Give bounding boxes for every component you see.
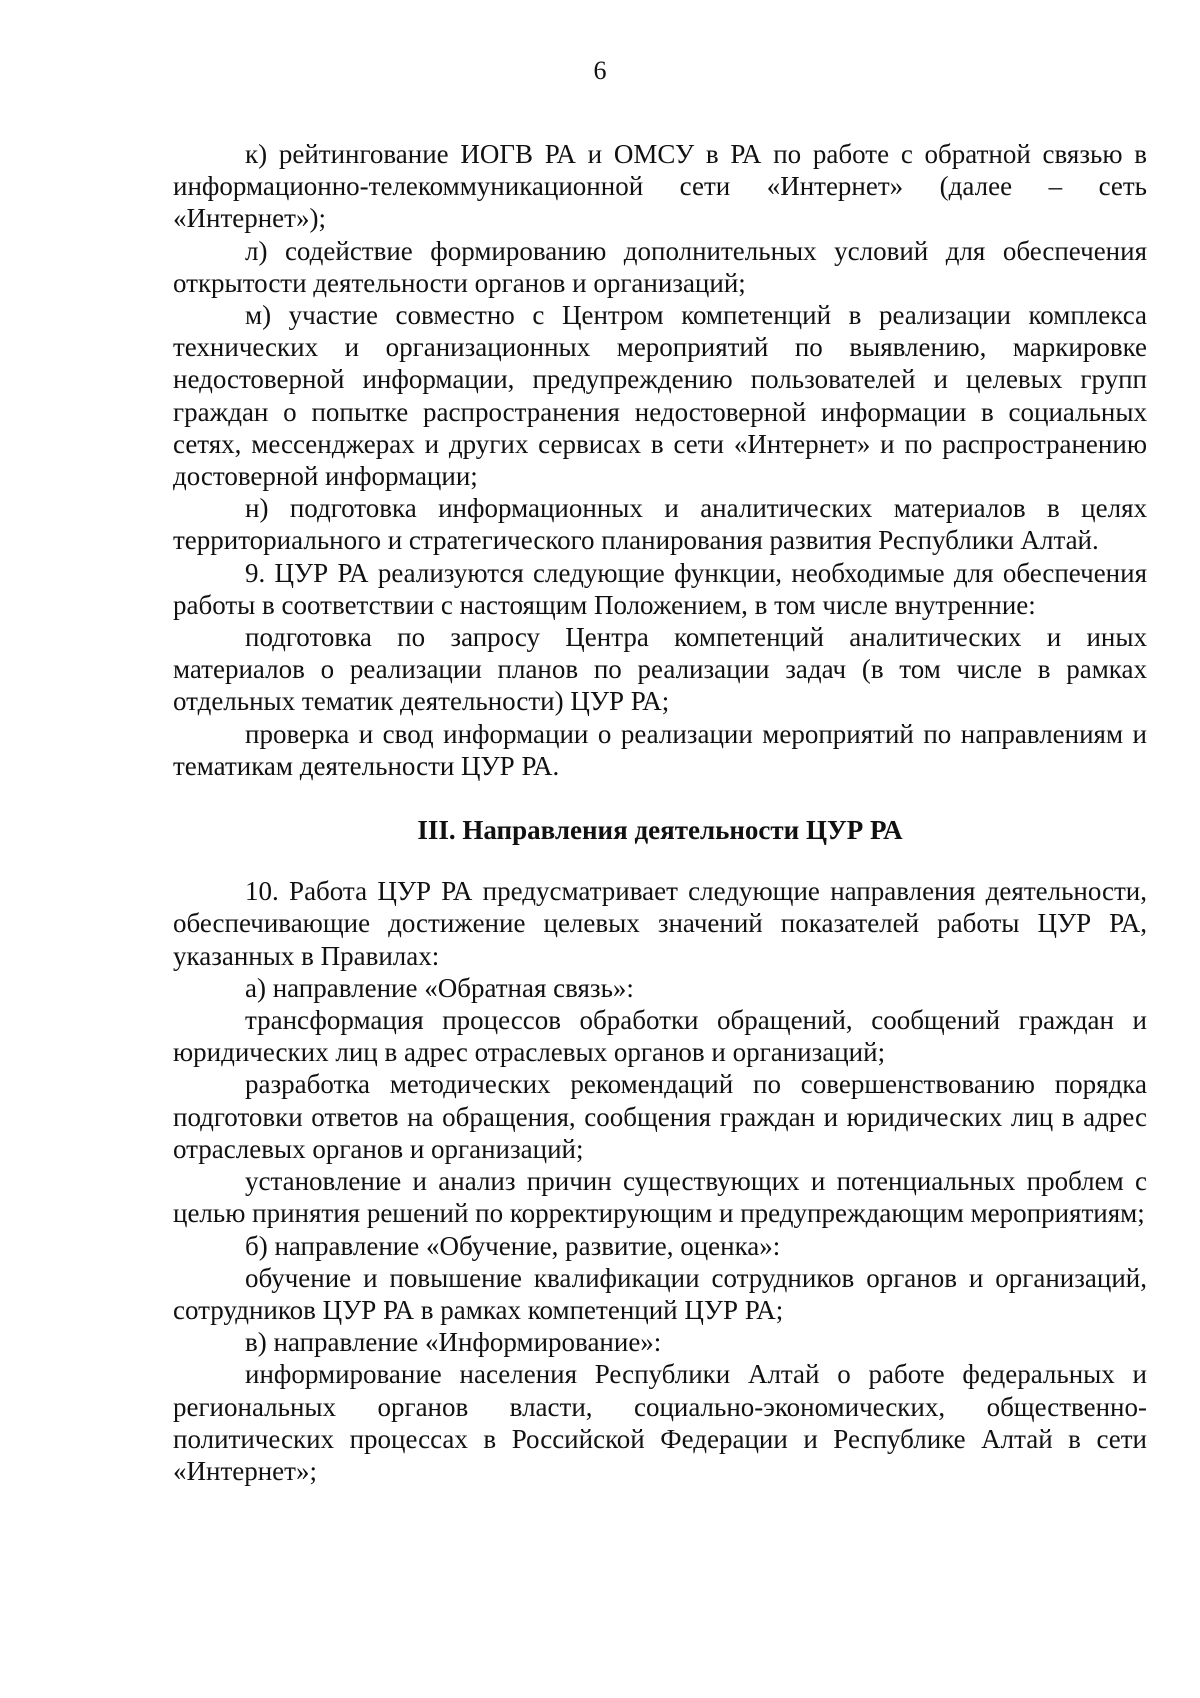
paragraph-m: м) участие совместно с Центром компетенций в реализации комплекса технических и организационных мероприятий по выявлению, маркировке недостоверной информации, предупреждению пользователей и целевых групп граждан о попытке распространения недостоверной информации в социальных сетях, мессенджерах и других сервисах в сети «Интернет» и по распространению достоверной информации;: [173, 300, 1147, 492]
paragraph-a: а) направление «Обратная связь»:: [245, 972, 634, 1003]
paragraph-b-item-1: обучение и повышение квалификации сотрудников органов и организаций, сотрудников ЦУР РА в рамках компетенций ЦУР РА;: [173, 1262, 1147, 1325]
paragraph-a-item-3: установление и анализ причин существующих и потенциальных проблем с целью принятия решений по корректирующим и предупреждающим мероприятиям;: [173, 1166, 1147, 1229]
document-body: [173, 138, 1147, 1487]
paragraph-l: л) содействие формированию дополнительных условий для обеспечения открытости деятельности органов и организаций;: [173, 235, 1147, 298]
paragraph-v-item-1: информирование населения Республики Алтай о работе федеральных и региональных органов власти, социально-экономических, общественно-политических процессах в Российской Федерации и Республике Алтай в сети «Интернет»;: [173, 1359, 1147, 1486]
paragraph-n: н) подготовка информационных и аналитических материалов в целях территориального и стратегического планирования развития Республики Алтай.: [173, 493, 1147, 556]
paragraph-v: в) направление «Информирование»:: [245, 1327, 662, 1358]
paragraph-a-item-1: трансформация процессов обработки обращений, сообщений граждан и юридических лиц в адрес отраслевых органов и организаций;: [173, 1005, 1147, 1068]
section-heading: III. Направления деятельности ЦУР РА: [417, 815, 903, 846]
paragraph-10: 10. Работа ЦУР РА предусматривает следующие направления деятельности, обеспечивающие достижение целевых значений показателей работы ЦУР РА, указанных в Правилах:: [173, 876, 1147, 971]
page-number: 6: [593, 56, 607, 85]
paragraph-9: 9. ЦУР РА реализуются следующие функции, необходимые для обеспечения работы в соответствии с настоящим Положением, в том числе внутренние:: [173, 557, 1147, 620]
paragraph-9-function-1: подготовка по запросу Центра компетенций аналитических и иных материалов о реализации планов по реализации задач (в том числе в рамках отдельных тематик деятельности) ЦУР РА;: [173, 622, 1147, 717]
paragraph-9-function-2: проверка и свод информации о реализации мероприятий по направлениям и тематикам деятельности ЦУР РА.: [173, 718, 1147, 781]
paragraph-b: б) направление «Обучение, развитие, оценка»:: [245, 1230, 781, 1261]
paragraph-k: к) рейтингование ИОГВ РА и ОМСУ в РА по работе с обратной связью в информационно-телекоммуникационной сети «Интернет» (далее – сеть «Интернет»);: [173, 139, 1147, 234]
paragraph-a-item-2: разработка методических рекомендаций по совершенствованию порядка подготовки ответов на обращения, сообщения граждан и юридических лиц в адрес отраслевых органов и организаций;: [173, 1069, 1147, 1164]
